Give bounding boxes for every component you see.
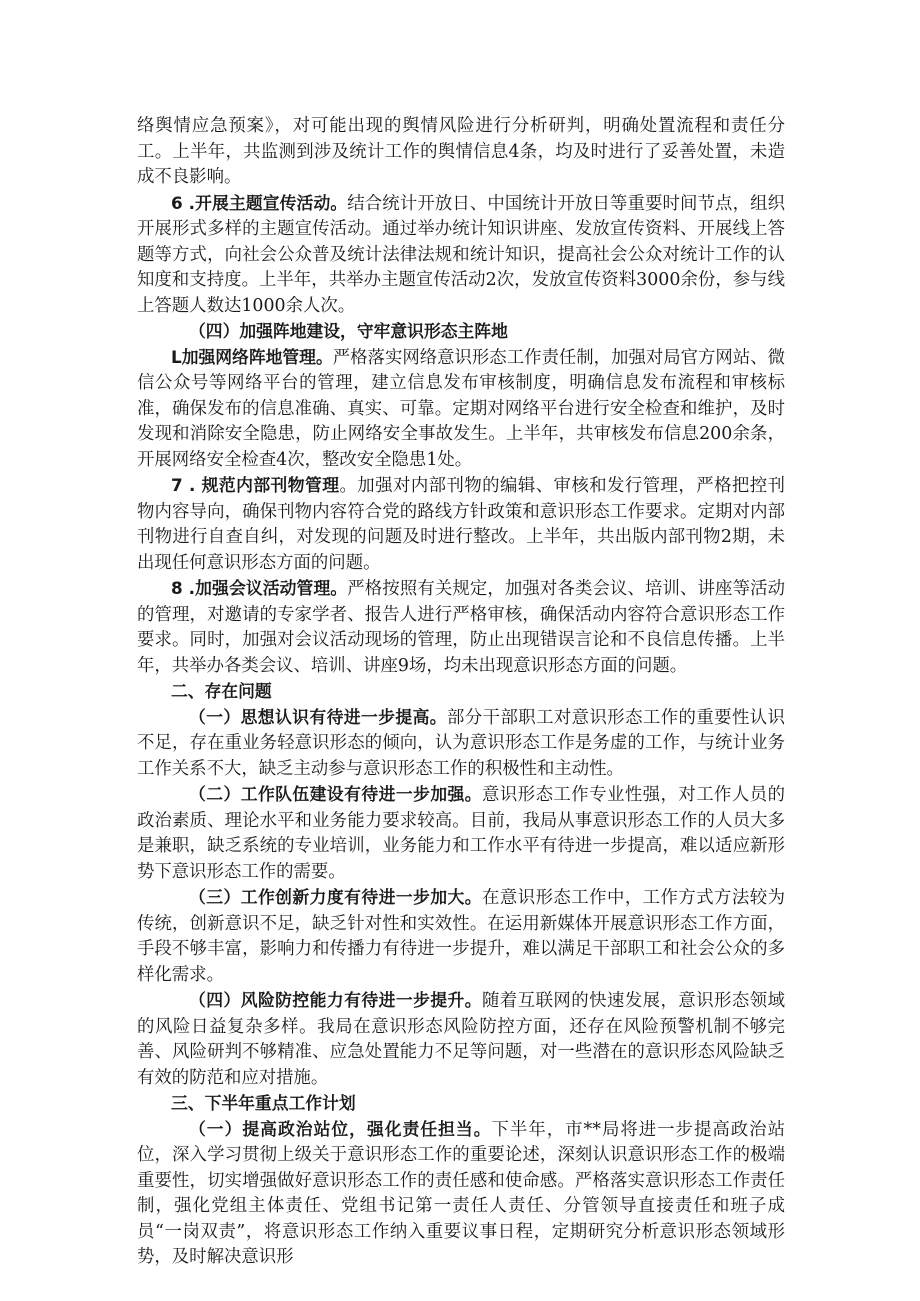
paragraph xyxy=(137,705,785,783)
paragraph xyxy=(137,1117,785,1271)
chapter-heading: 三、下半年重点工作计划 xyxy=(171,1093,356,1113)
paragraph-text: 下半年，市**局将进一步提高政治站位，深入学习贯彻上级关于意识形态工作的重要论述，深刻认识意识形态工作的极端重要性，切实增强做好意识形态工作的责任感和使命感。严格落实意识形态工作责任制，强化党组主体责任、党组书记第一责任人责任、分管领导直接责任和班子成员“一岗双责”，将意识形态工作纳入重要议事日程，定期研究分析意识形态领域形势，及时解决意识形 xyxy=(137,1119,785,1267)
paragraph xyxy=(137,114,785,191)
item-title: 7 . 规范内部刊物管理 xyxy=(171,475,340,495)
document-body xyxy=(137,114,785,1271)
paragraph-text: 络舆情应急预案》，对可能出现的舆情风险进行分析研判，明确处置流程和责任分工。上半年，共监测到涉及统计工作的舆情信息4条，均及时进行了妥善处置，未造成不良影响。 xyxy=(137,116,785,187)
paragraph xyxy=(137,988,785,1091)
item-title: （二）工作队伍建设有待进一步加强。 xyxy=(189,784,483,804)
item-title: L加强网络阵地管理。 xyxy=(171,346,333,367)
item-title: （一）提高政治站位，强化责任担当。 xyxy=(189,1118,492,1139)
item-title: 6 .开展主题宣传活动。 xyxy=(171,192,348,213)
item-title: 8 .加强会议活动管理。 xyxy=(171,578,348,598)
chapter-heading: 二、存在问题 xyxy=(171,681,272,701)
paragraph xyxy=(137,576,785,679)
paragraph-text: 在意识形态工作中，工作方式方法较为传统，创新意识不足，缺乏针对性和实效性。在运用新媒体开展意识形态工作方面，手段不够丰富，影响力和传播力有待进一步提升，难以满足干部职工和社会公众的多样化需求。 xyxy=(137,888,785,985)
paragraph xyxy=(137,345,785,474)
item-title: （三）工作创新力度有待进一步加大。 xyxy=(189,887,483,907)
paragraph-text: 严格落实网络意识形态工作责任制，加强对局官方网站、微信公众号等网络平台的管理，建立信息发布审核制度，明确信息发布流程和审核标准，确保发布的信息准确、真实、可靠。定期对网络平台进行安全检查和维护，及时发现和消除安全隐患，防止网络安全事故发生。上半年，共审核发布信息200余条，开展网络安全检查4次，整改安全隐患1处。 xyxy=(137,347,785,470)
paragraph-text: 。加强对内部刊物的编辑、审核和发行管理，严格把控刊物内容导向，确保刊物内容符合党的路线方针政策和意识形态工作要求。定期对内部刊物进行自查自纠，对发现的问题及时进行整改。上半年，共出版内部刊物2期，未出现任何意识形态方面的问题。 xyxy=(137,476,785,573)
paragraph xyxy=(137,191,785,320)
paragraph-text: 结合统计开放日、中国统计开放日等重要时间节点，组织开展形式多样的主题宣传活动。通过举办统计知识讲座、发放宣传资料、开展线上答题等方式，向社会公众普及统计法律法规和统计知识，提高社会公众对统计工作的认知度和支持度。上半年，共举办主题宣传活动2次，发放宣传资料3000余份，参与线上答题人数达1000余人次。 xyxy=(137,193,785,316)
paragraph-text: 随着互联网的快速发展，意识形态领域的风险日益复杂多样。我局在意识形态风险防控方面，还存在风险预警机制不够完善、风险研判不够精准、应急处置能力不足等问题，对一些潜在的意识形态风险缺乏有效的防范和应对措施。 xyxy=(137,991,785,1088)
paragraph xyxy=(137,782,785,885)
paragraph xyxy=(137,473,785,576)
paragraph-text: 部分干部职工对意识形态工作的重要性认识不足，存在重业务轻意识形态的倾向，认为意识形态工作是务虚的工作，与统计业务工作关系不大，缺乏主动参与意识形态工作的积极性和主动性。 xyxy=(137,707,785,779)
paragraph xyxy=(137,885,785,988)
item-title: （一）思想认识有待进一步提高。 xyxy=(189,706,448,727)
paragraph-text: 意识形态工作专业性强，对工作人员的政治素质、理论水平和业务能力要求较高。目前，我局从事意识形态工作的人员大多是兼职，缺乏系统的专业培训，业务能力和工作水平有待进一步提高，难以适应新形势下意识形态工作的需要。 xyxy=(137,785,785,882)
section-heading: （四）加强阵地建设，守牢意识形态主阵地 xyxy=(189,321,508,341)
item-title: （四）风险防控能力有待进一步提升。 xyxy=(189,990,483,1010)
paragraph-text: 严格按照有关规定，加强对各类会议、培训、讲座等活动的管理，对邀请的专家学者、报告人进行严格审核，确保活动内容符合意识形态工作要求。同时，加强对会议活动现场的管理，防止出现错误言论和不良信息传播。上半年，共举办各类会议、培训、讲座9场，均未出现意识形态方面的问题。 xyxy=(137,579,785,676)
